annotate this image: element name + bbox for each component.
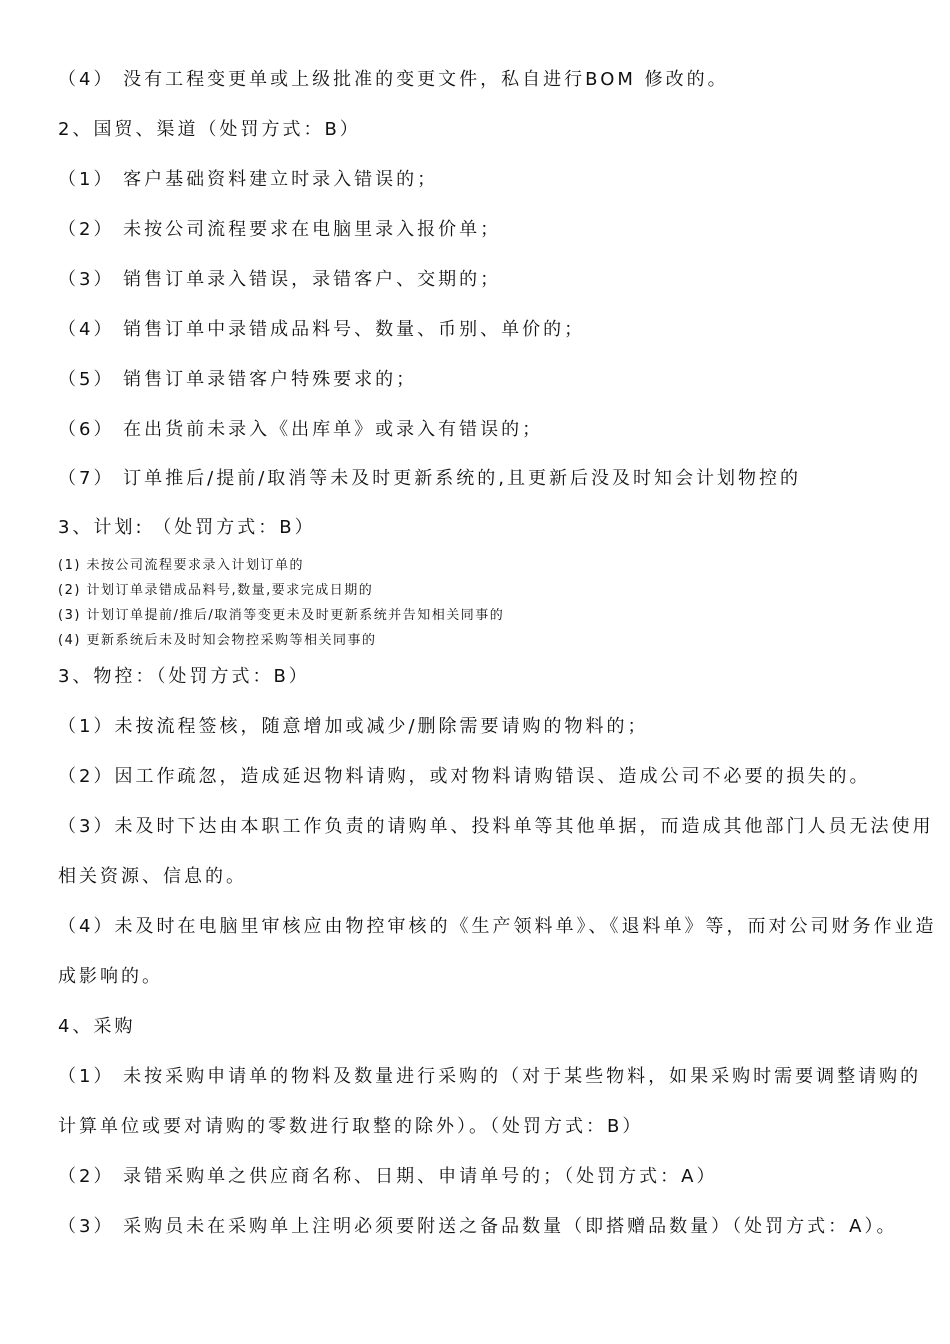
text-line: (1) 未按公司流程要求录入计划订单的	[58, 558, 305, 573]
text-line: (2) 计划订单录错成品料号,数量,要求完成日期的	[58, 583, 374, 598]
text-line: 计算单位或要对请购的零数进行取整的除外）。（处罚方式：B）	[58, 1116, 644, 1137]
text-line: （4） 销售订单中录错成品料号、数量、币别、单价的；	[58, 319, 586, 340]
section-heading: 3、计划: （处罚方式：B）	[58, 517, 316, 538]
text-line: （6） 在出货前未录入《出库单》或录入有错误的；	[58, 419, 544, 440]
text-line: 成影响的。	[58, 966, 163, 987]
section-heading: 2、国贸、渠道（处罚方式：B）	[58, 119, 361, 140]
section-heading: 3、物控：（处罚方式：B）	[58, 666, 310, 687]
text-line: （3） 采购员未在采购单上注明必须要附送之备品数量（即搭赠品数量）（处罚方式：A）。	[58, 1216, 898, 1237]
text-line: （7） 订单推后/提前/取消等未及时更新系统的,且更新后没及时知会计划物控的	[58, 468, 802, 489]
text-line: （4） 没有工程变更单或上级批准的变更文件，私自进行BOM 修改的。	[58, 69, 729, 90]
section-heading: 4、采购	[58, 1016, 136, 1037]
text-line: （2） 录错采购单之供应商名称、日期、申请单号的；（处罚方式：A）	[58, 1166, 718, 1187]
text-line: (3) 计划订单提前/推后/取消等变更未及时更新系统并告知相关同事的	[58, 608, 505, 623]
text-line: （2）因工作疏忽，造成延迟物料请购，或对物料请购错误、造成公司不必要的损失的。	[58, 766, 871, 787]
text-line: （1） 客户基础资料建立时录入错误的；	[58, 169, 439, 190]
text-line: （5） 销售订单录错客户特殊要求的；	[58, 369, 418, 390]
text-line: （1） 未按采购申请单的物料及数量进行采购的（对于某些物料，如果采购时需要调整请购的	[58, 1066, 922, 1087]
text-line: (4) 更新系统后未及时知会物控采购等相关同事的	[58, 633, 377, 648]
text-line: （2） 未按公司流程要求在电脑里录入报价单；	[58, 219, 502, 240]
text-line: （3）未及时下达由本职工作负责的请购单、投料单等其他单据，而造成其他部门人员无法使用	[58, 816, 934, 837]
text-line: （3） 销售订单录入错误，录错客户、交期的；	[58, 269, 502, 290]
text-line: 相关资源、信息的。	[58, 866, 247, 887]
text-line: （4）未及时在电脑里审核应由物控审核的《生产领料单》、《退料单》等，而对公司财务作业造	[58, 916, 937, 937]
text-line: （1）未按流程签核，随意增加或减少/删除需要请购的物料的；	[58, 716, 649, 737]
